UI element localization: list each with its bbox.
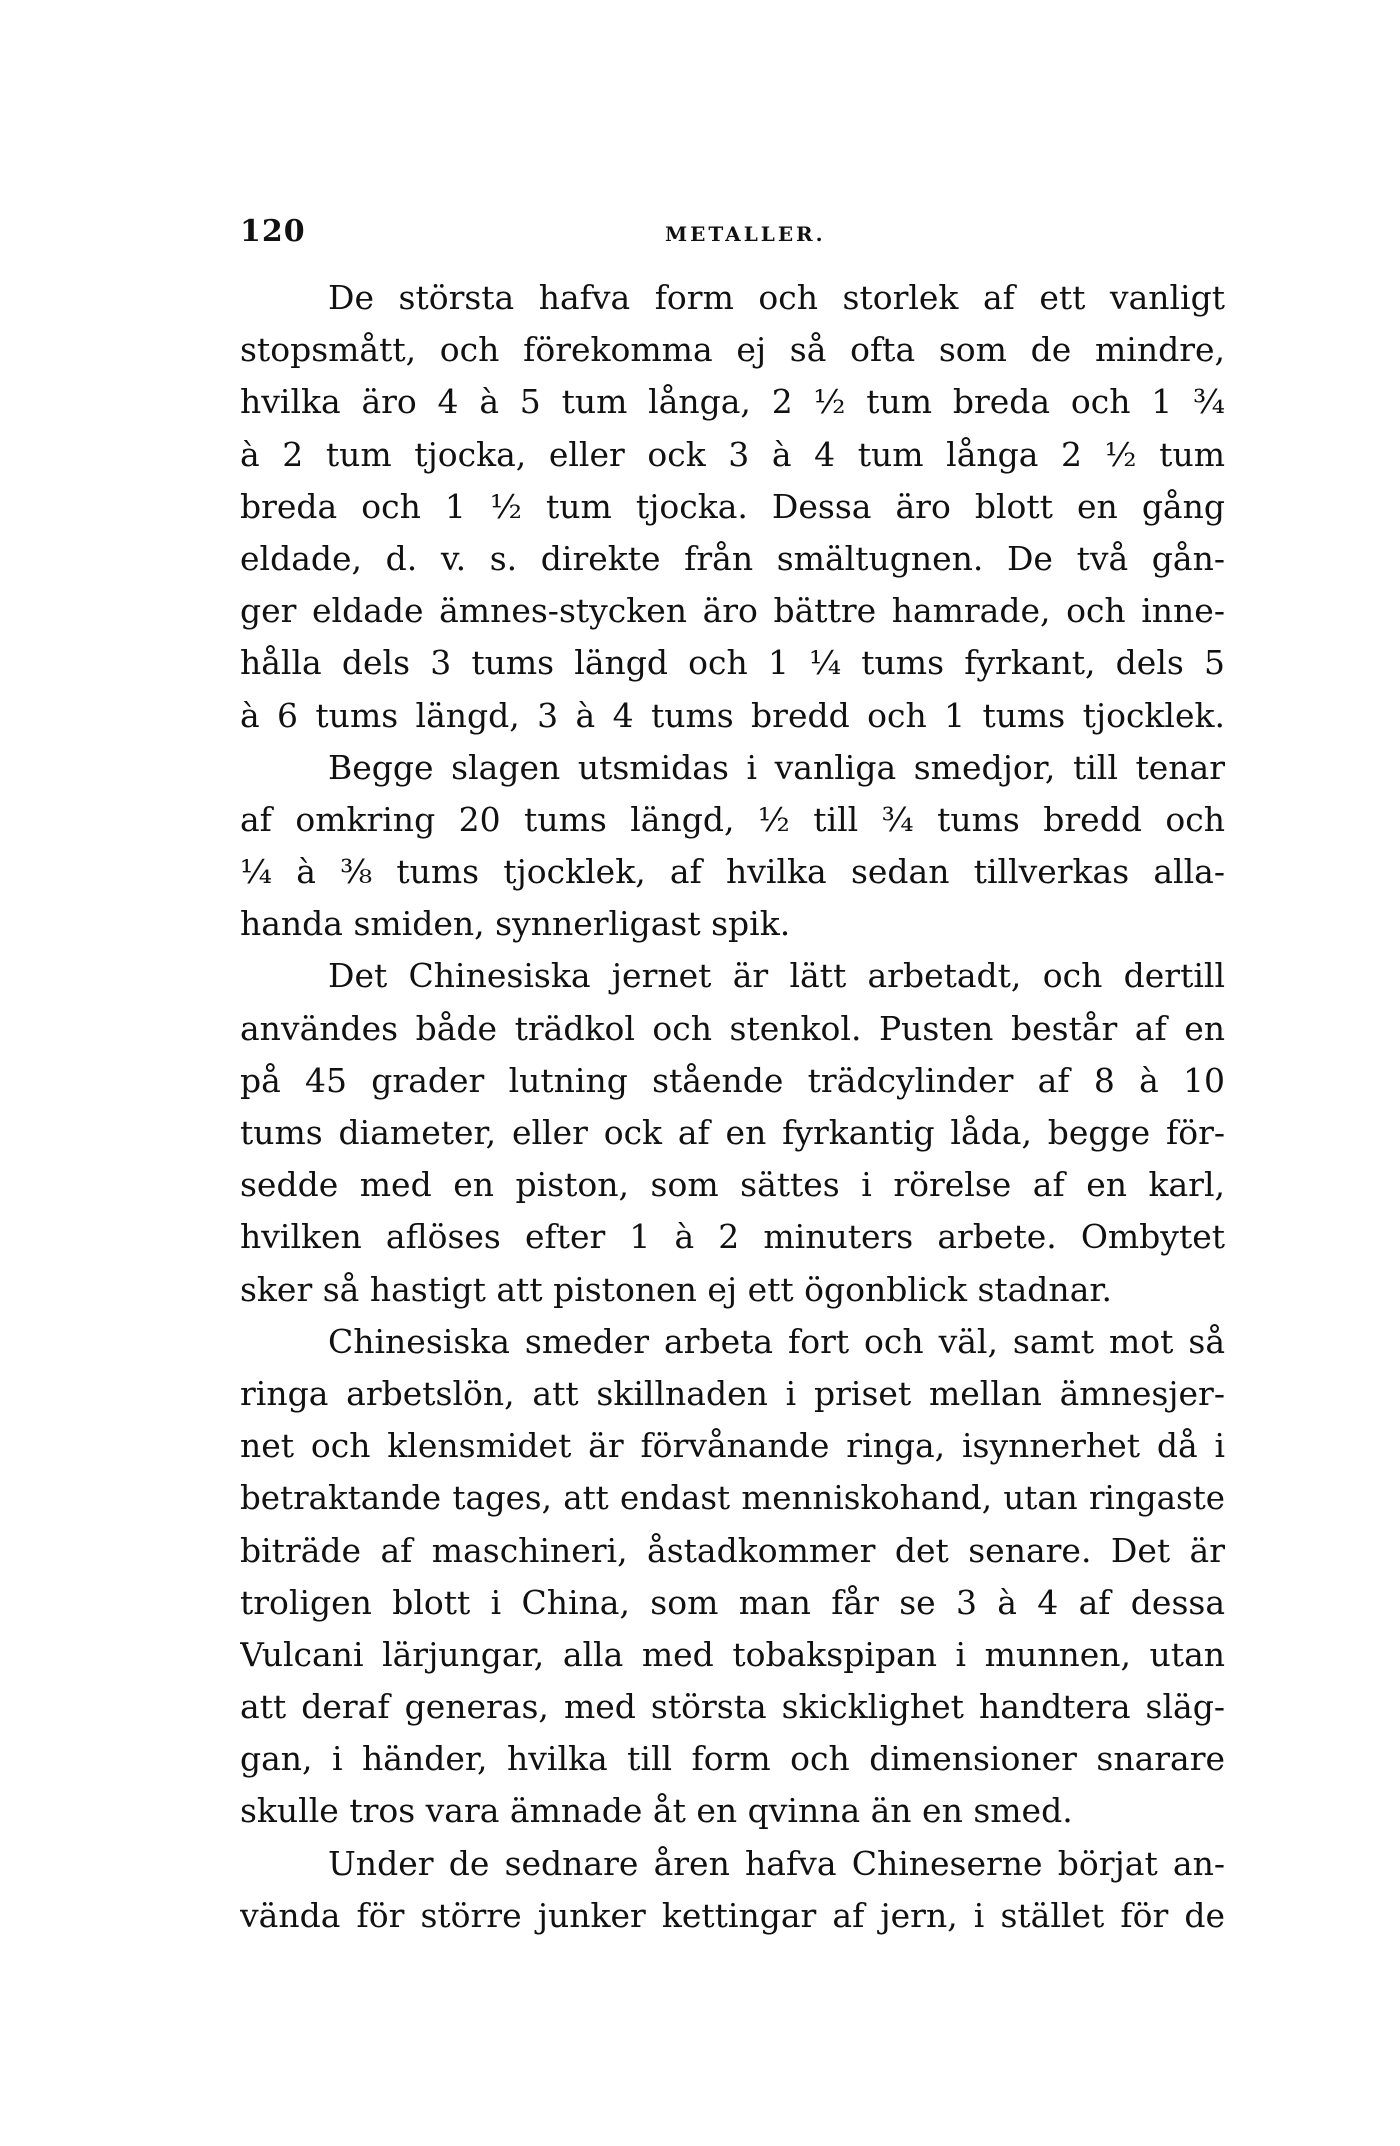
text-line: sker så hastigt att pistonen ej ett ögonblick stadnar. <box>240 1269 1113 1309</box>
text-line: ¼ à ⅜ tums tjocklek, af hvilka sedan tillverkas alla- <box>240 852 1225 892</box>
text-line: betraktande tages, att endast menniskohand, utan ringaste <box>240 1479 1225 1518</box>
text-line: skulle tros vara ämnade åt en qvinna än en smed. <box>240 1791 1073 1831</box>
text-line: ger eldade ämnes-stycken äro bättre hamrade, och inne- <box>240 591 1225 631</box>
text-line: hvilka äro 4 à 5 tum långa, 2 ½ tum breda och 1 ¾ <box>240 382 1225 422</box>
text-line: Vulcani lärjungar, alla med tobakspipan i munnen, utan <box>240 1634 1225 1674</box>
text-line: på 45 grader lutning stående trädcylinder af 8 à 10 <box>240 1060 1225 1100</box>
text-line: Begge slagen utsmidas i vanliga smedjor, till tenar <box>328 747 1225 787</box>
text-line: stopsmått, och förekomma ej så ofta som de mindre, <box>240 330 1225 370</box>
text-line: breda och 1 ½ tum tjocka. Dessa äro blott en gång <box>240 486 1225 526</box>
text-line: net och klensmidet är förvånande ringa, isynnerhet då i <box>240 1426 1225 1466</box>
text-line: Chinesiska smeder arbeta fort och väl, samt mot så <box>328 1321 1225 1361</box>
text-line: handa smiden, synnerligast spik. <box>240 904 791 944</box>
text-line: af omkring 20 tums längd, ½ till ¾ tums bredd och <box>240 799 1225 839</box>
text-line: eldade, d. v. s. direkte från smältugnen. De två gån- <box>240 538 1225 578</box>
text-line: biträde af maschineri, åstadkommer det senare. Det är <box>240 1530 1225 1570</box>
text-line: troligen blott i China, som man får se 3 à 4 af dessa <box>240 1582 1225 1622</box>
text-line: à 2 tum tjocka, eller ock 3 à 4 tum långa 2 ½ tum <box>240 434 1225 474</box>
page-number: 120 <box>240 214 306 249</box>
running-head: METALLER. <box>665 222 826 246</box>
page-header <box>240 214 1220 254</box>
text-line: hålla dels 3 tums längd och 1 ¼ tums fyrkant, dels 5 <box>240 643 1225 683</box>
text-line: användes både trädkol och stenkol. Pusten består af en <box>240 1008 1225 1048</box>
body-text <box>240 272 1225 1942</box>
text-line: Under de sednare åren hafva Chineserne börjat an- <box>328 1843 1225 1883</box>
text-line: gan, i händer, hvilka till form och dimensioner snarare <box>240 1739 1225 1779</box>
text-line: vända för större junker kettingar af jern, i stället för de <box>240 1895 1225 1935</box>
text-line: Det Chinesiska jernet är lätt arbetadt, och dertill <box>328 956 1225 996</box>
text-line: hvilken aflöses efter 1 à 2 minuters arbete. Ombytet <box>240 1217 1225 1257</box>
text-line: ringa arbetslön, att skillnaden i priset mellan ämnesjer- <box>240 1373 1225 1413</box>
text-line: att deraf generas, med största skicklighet handtera släg- <box>240 1687 1225 1727</box>
text-line: sedde med en piston, som sättes i rörelse af en karl, <box>240 1165 1225 1205</box>
text-line: tums diameter, eller ock af en fyrkantig låda, begge för- <box>240 1113 1225 1152</box>
text-line: à 6 tums längd, 3 à 4 tums bredd och 1 tums tjocklek. <box>240 695 1225 735</box>
text-line: De största hafva form och storlek af ett vanligt <box>328 278 1225 317</box>
